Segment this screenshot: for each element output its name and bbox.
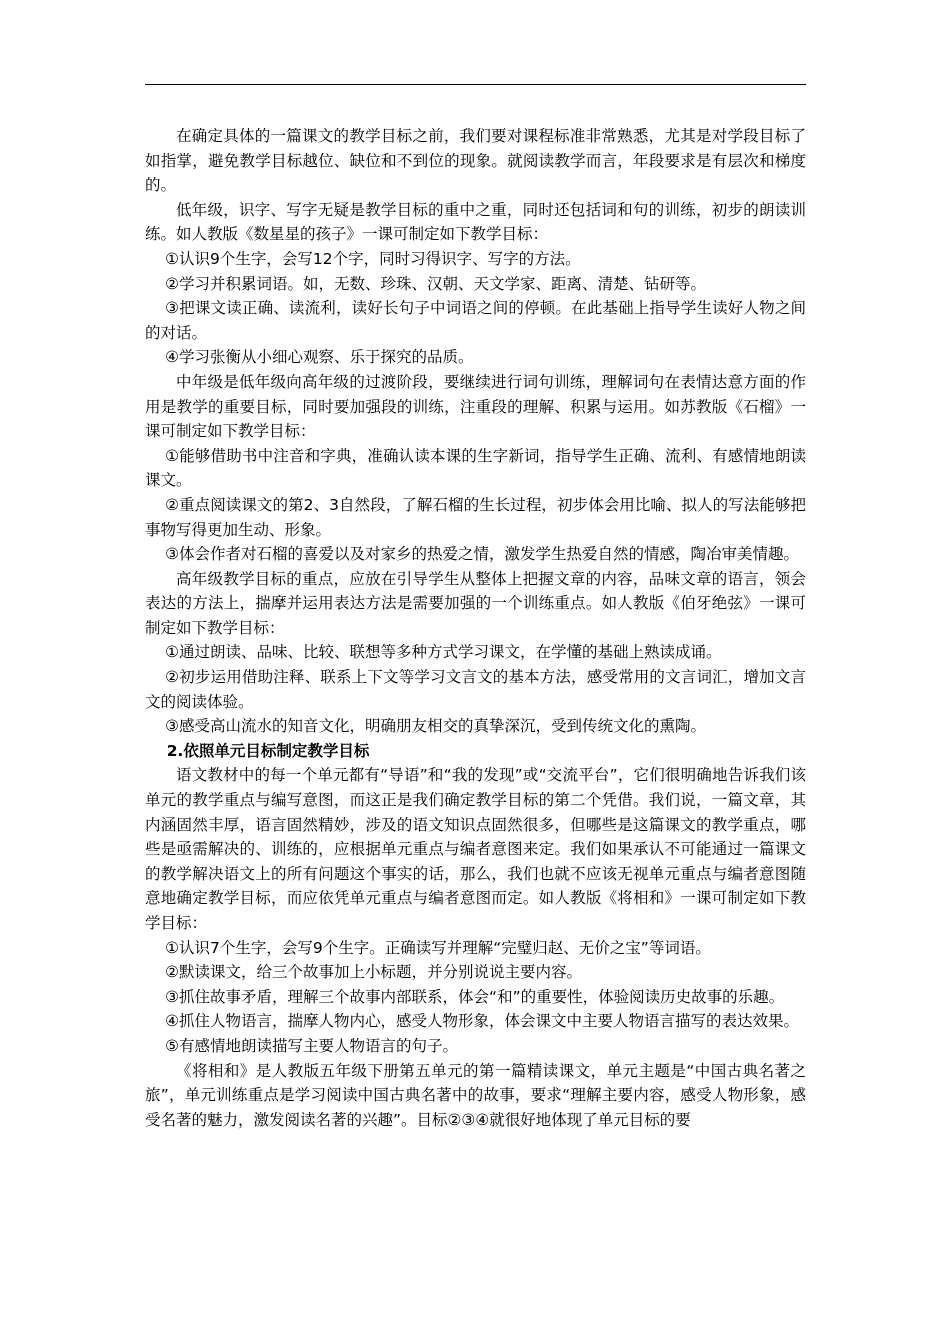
list-item: ④抓住人物语言，揣摩人物内心，感受人物形象，体会课文中主要人物语言描写的表达效果。 — [165, 1012, 800, 1031]
list-item: ⑤有感情地朗读描写主要人物语言的句子。 — [165, 1036, 459, 1055]
document-body — [145, 124, 806, 1132]
paragraph: 中年级是低年级向高年级的过渡阶段，要继续进行词句训练，理解词句在表情达意方面的作用是教学的重要目标，同时要加强段的训练，注重段的理解、积累与运用。如苏教版《石榴》一课可制定如下教学目标： — [145, 372, 806, 441]
list-item: ③体会作者对石榴的喜爱以及对家乡的热爱之情，激发学生热爱自然的情感，陶冶审美情趣。 — [165, 545, 800, 564]
list-item: ①通过朗读、品味、比较、联想等多种方式学习课文，在学懂的基础上熟读成诵。 — [165, 643, 722, 662]
section-heading: 2.依照单元目标制定教学目标 — [166, 741, 370, 760]
list-item: ②初步运用借助注释、联系上下文等学习文言文的基本方法，感受常用的文言词汇，增加文言文的阅读体验。 — [145, 668, 806, 711]
list-item: ③感受高山流水的知音文化，明确朋友相交的真挚深沉，受到传统文化的熏陶。 — [165, 717, 707, 736]
list-item: ①认识7个生字，会写9个生字。正确读写并理解“完璧归赵、无价之宝”等词语。 — [165, 938, 711, 957]
list-item: ②默读课文，给三个故事加上小标题，并分别说说主要内容。 — [165, 963, 583, 982]
list-item: ③把课文读正确、读流利，读好长句子中词语之间的停顿。在此基础上指导学生读好人物之间的对话。 — [145, 299, 806, 342]
list-item: ④学习张衡从小细心观察、乐于探究的品质。 — [165, 348, 474, 367]
paragraph: 语文教材中的每一个单元都有“导语”和“我的发现”或“交流平台”，它们很明确地告诉我们该单元的教学重点与编写意图，而这正是我们确定教学目标的第二个凭借。我们说，一篇文章，其内涵固然丰厚，语言固然精妙，涉及的语文知识点固然很多，但哪些是这篇课文的教学重点，哪些是亟需解决的、训练的，应根据单元重点与编者意图来定。我们如果承认不可能通过一篇课文的教学解决语文上的所有问题这个事实的话，那么，我们也就不应该无视单元重点与编者意图随意地确定教学目标，而应依凭单元重点与编者意图而定。如人教版《将相和》一课可制定如下教学目标： — [145, 766, 806, 932]
paragraph: 在确定具体的一篇课文的教学目标之前，我们要对课程标准非常熟悉，尤其是对学段目标了如指掌，避免教学目标越位、缺位和不到位的现象。就阅读教学而言，年段要求是有层次和梯度的。 — [145, 127, 806, 195]
list-item: ②学习并积累词语。如，无数、珍珠、汉朝、天文学家、距离、清楚、钻研等。 — [165, 274, 707, 293]
paragraph: 高年级教学目标的重点，应放在引导学生从整体上把握文章的内容，品味文章的语言，领会表达的方法上，揣摩并运用表达方法是需要加强的一个训练重点。如人教版《伯牙绝弦》一课可制定如下教学目标： — [145, 569, 806, 637]
list-item: ②重点阅读课文的第2、3自然段，了解石榴的生长过程，初步体会用比喻、拟人的写法能够把事物写得更加生动、形象。 — [145, 495, 806, 539]
list-item: ①认识9个生字，会写12个字，同时习得识字、写字的方法。 — [165, 249, 581, 268]
list-item: ①能够借助书中注音和字典，准确认读本课的生字新词，指导学生正确、流利、有感情地朗读课文。 — [145, 446, 806, 490]
header-rule — [145, 84, 806, 85]
paragraph: 低年级，识字、写字无疑是教学目标的重中之重，同时还包括词和句的训练，初步的朗读训练。如人教版《数星星的孩子》一课可制定如下教学目标： — [145, 200, 806, 244]
paragraph: 《将相和》是人教版五年级下册第五单元的第一篇精读课文，单元主题是“中国古典名著之旅”，单元训练重点是学习阅读中国古典名著中的故事，要求“理解主要内容，感受人物形象，感受名著的魅力，激发阅读名著的兴趣”。目标②③④就很好地体现了单元目标的要 — [145, 1061, 806, 1129]
list-item: ③抓住故事矛盾，理解三个故事内部联系，体会“和”的重要性，体验阅读历史故事的乐趣。 — [165, 987, 785, 1006]
